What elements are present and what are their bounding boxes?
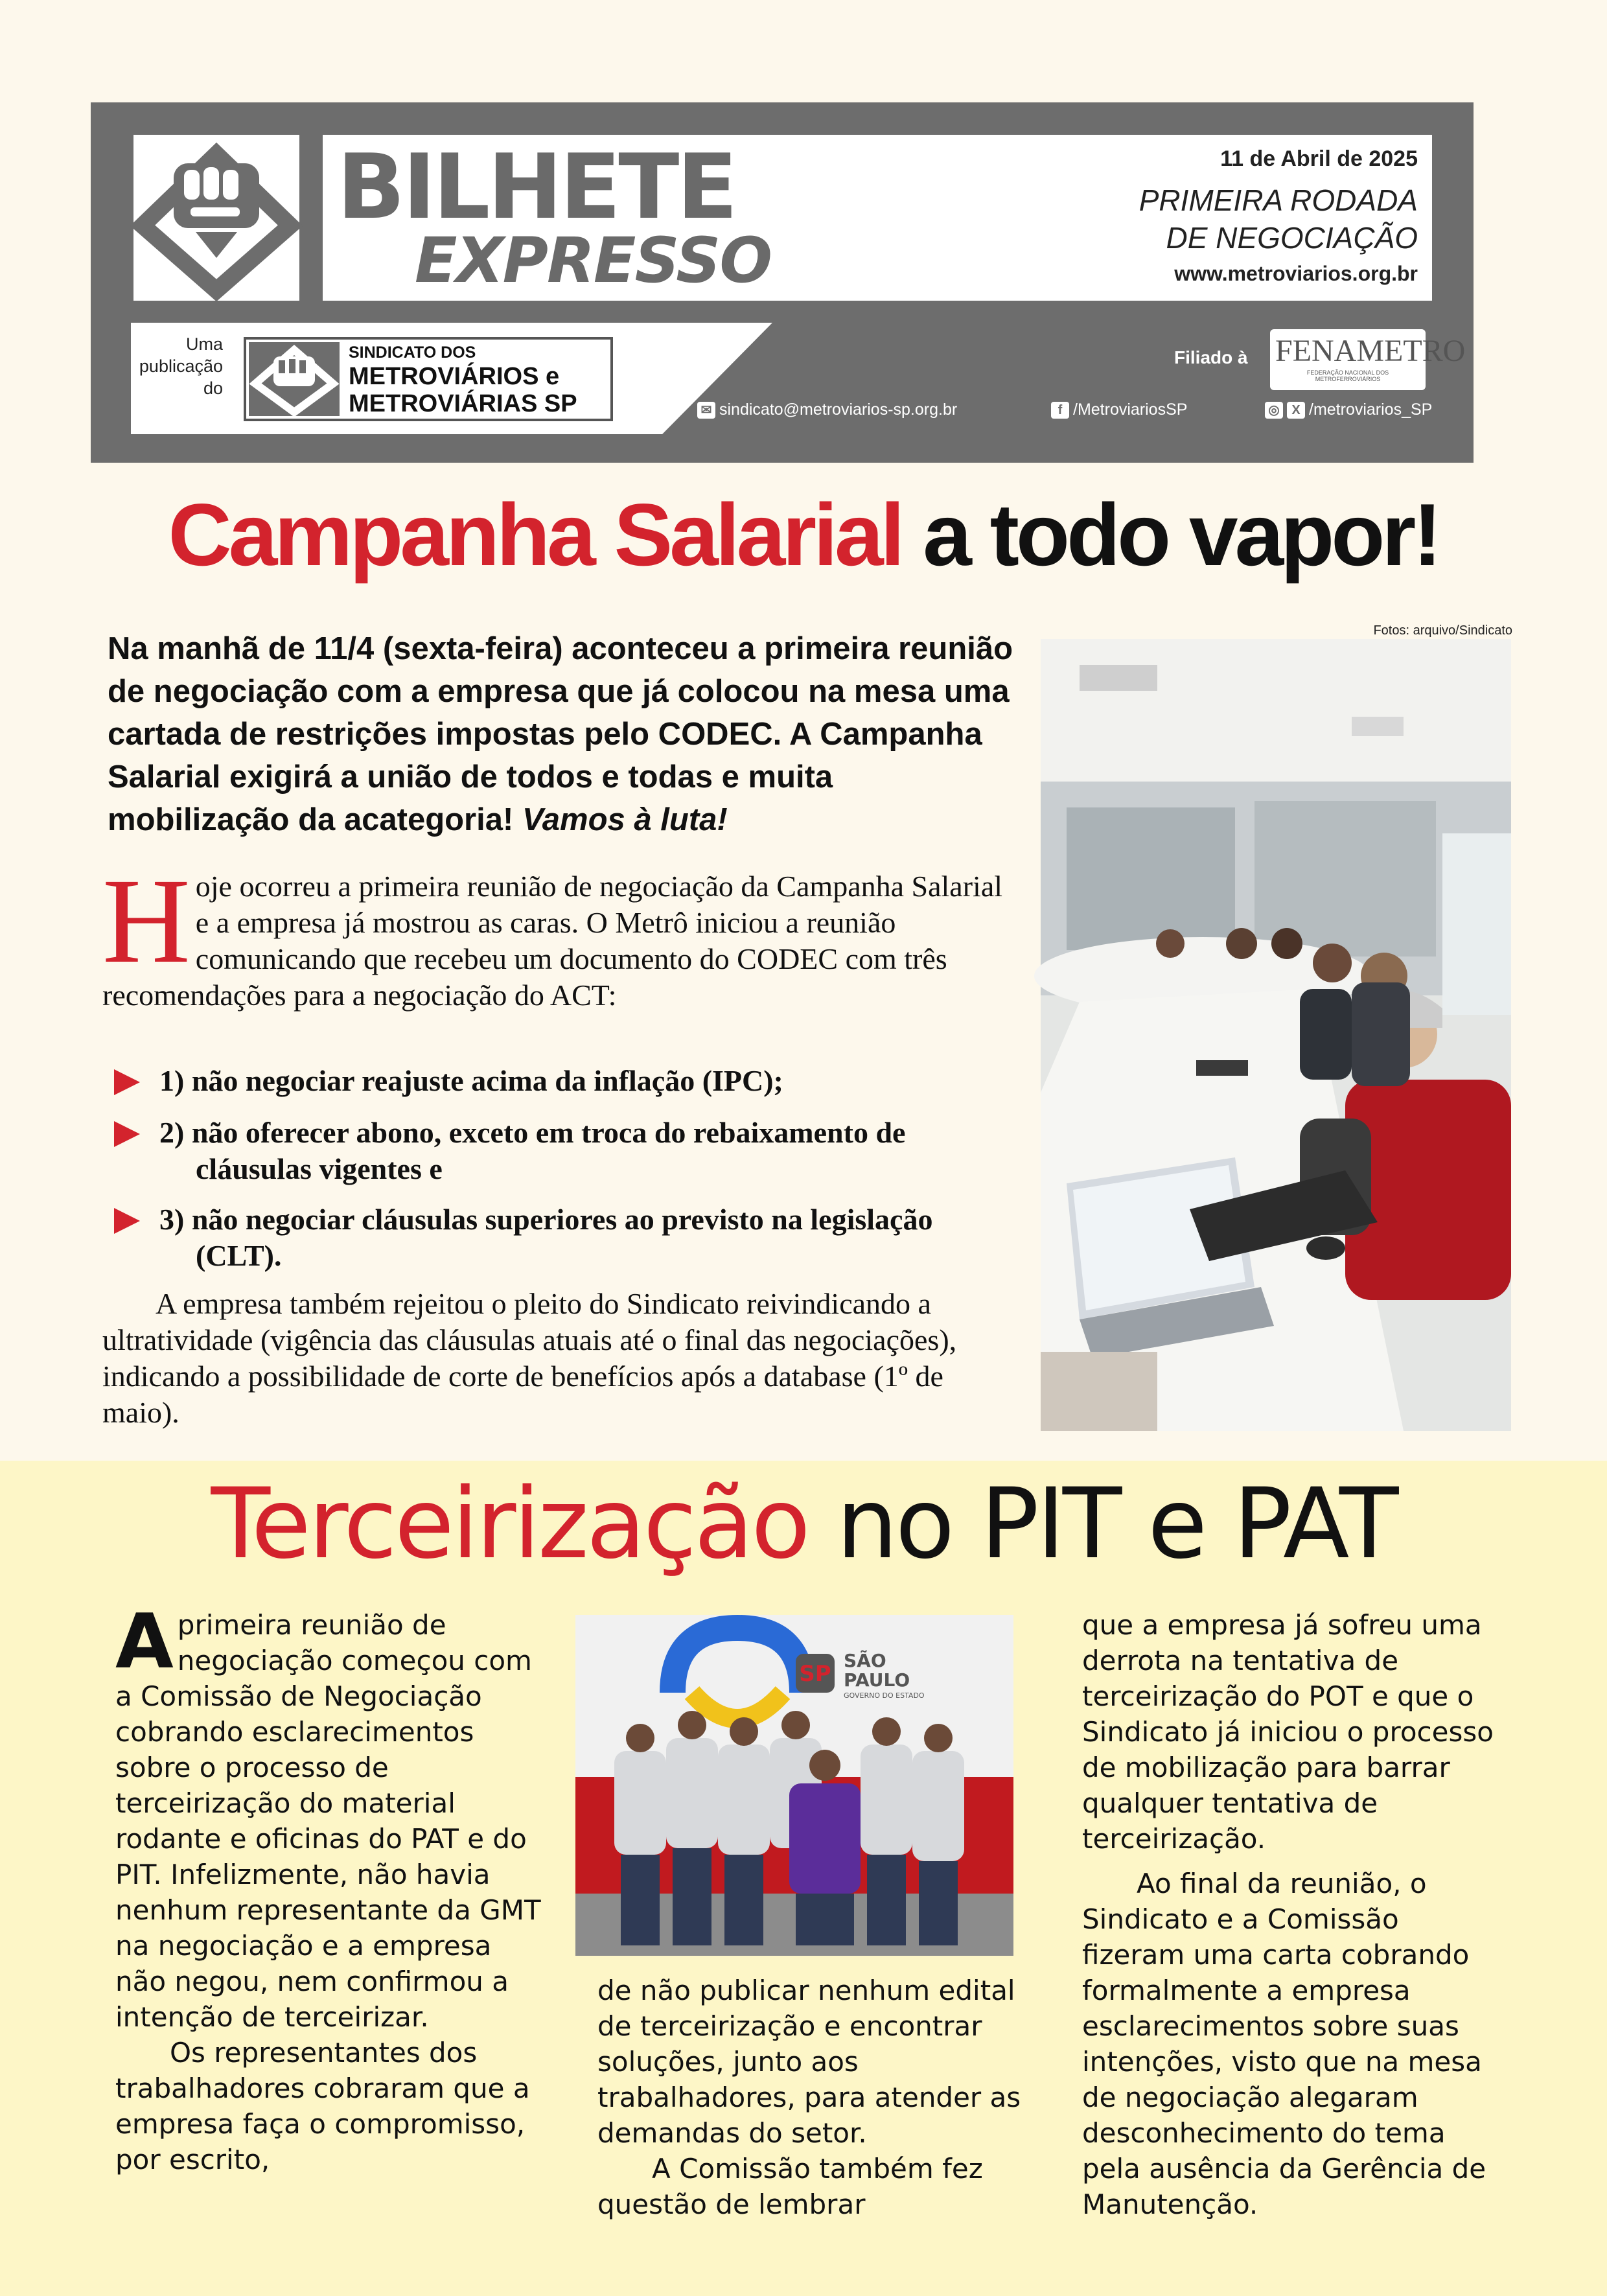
union-badge: [244, 337, 613, 421]
svg-text:SP: SP: [799, 1661, 831, 1687]
email-icon: ✉: [697, 402, 715, 419]
publisher-bar: [131, 323, 1466, 434]
bullet-text-2: 2) não oferecer abono, exceto em troca do rebaixamento de cláusulas vigentes e: [159, 1116, 906, 1185]
bullet-text-1: 1) não negociar reajuste acima da inflação (IPC);: [159, 1064, 783, 1097]
article2-col1-p1: [115, 1598, 543, 2035]
headline-black-part: a todo vapor!: [923, 485, 1439, 584]
headline-red-part: Campanha Salarial: [168, 485, 902, 584]
article2-col2-p2: A Comissão também fez questão de lembrar: [597, 2153, 983, 2220]
photo-sign-line1: SÃO: [844, 1650, 886, 1671]
facebook-icon: f: [1051, 402, 1069, 419]
article1-para2: A empresa também rejeitou o pleito do Sindicato reivindicando a ultratividade (vigência das cláusulas atuais até o final das negociações), indicando a possibilidade de corte de benefícios após a database (1º de maio).: [102, 1287, 957, 1429]
bullet-text-3: 3) não negociar cláusulas superiores ao previsto na legislação (CLT).: [159, 1203, 933, 1272]
website-link[interactable]: www.metroviarios.org.br: [1174, 262, 1418, 285]
headline-campanha: [0, 480, 1607, 590]
article2-col3-p1: que a empresa já sofreu uma derrota na tentativa de terceirização do POT e que o Sindicato já iniciou o processo de mobilização para barrar qualquer tentativa de terceirização.: [1082, 1609, 1494, 1855]
publication-label: Uma publicação do: [139, 334, 223, 398]
article2-col1-p1-text: primeira reunião de negociação começou com a Comissão de Negociação cobrando esclarecimentos sobre o processo de terceirização do material rodante e oficinas do PAT e do PIT. Infelizmente, não havia nenhum representante da GMT na negociação e a empresa não negou, nem confirmou a intenção de terceirizar.: [115, 1609, 541, 2033]
fist-logo-icon: [133, 135, 299, 301]
lead-text: Na manhã de 11/4 (sexta-feira) aconteceu a primeira reunião de negociação com a empresa que já colocou na mesa uma cartada de restrições impostas pelo CODEC. A Campanha Salarial exigirá a união de todos e todas e muita mobilização da acategoria!: [108, 631, 1013, 837]
article2-column1: [115, 1598, 543, 2177]
article2-col2-p1: de não publicar nenhum edital de terceirização e encontrar soluções, junto aos trabalhadores, para atender as demandas do setor.: [597, 1975, 1021, 2149]
edition-title-line1: PRIMEIRA RODADA: [1139, 183, 1418, 217]
newsletter-subtitle: EXPRESSO: [415, 224, 771, 297]
article2-col3-p2: Ao final da reunião, o Sindicato e a Comissão fizeram uma carta cobrando formalmente a empresa esclarecimentos sobre suas intenções, visto que na mesa de negociação alegaram desconhecimento do tema pela ausência da Gerência de Manutenção.: [1082, 1868, 1486, 2220]
social-text: /metroviarios_SP: [1309, 400, 1433, 419]
fenametro-subtitle: FEDERAÇÃO NACIONAL DOS METROFERROVIÁRIOS: [1306, 369, 1389, 382]
union-name-line1: SINDICATO DOS: [349, 343, 476, 362]
facebook-contact[interactable]: [1051, 400, 1187, 419]
union-name-line2: METROVIÁRIOS e: [349, 363, 560, 390]
facebook-text: /MetroviariosSP: [1073, 400, 1188, 419]
dropcap-h: H: [102, 853, 191, 988]
social-contact[interactable]: [1265, 400, 1432, 419]
fenametro-name: FENAMETRO: [1275, 334, 1466, 368]
photo-sign-line3: GOVERNO DO ESTADO: [844, 1691, 925, 1700]
article2-col1-p2: Os representantes dos trabalhadores cobraram que a empresa faça o compromisso, por escrito,: [115, 2037, 530, 2175]
meeting-photo-image: [1041, 639, 1511, 1431]
article2-column3: [1082, 1607, 1510, 2222]
newsletter-title: BILHETE: [337, 135, 735, 239]
article2-column2: [597, 1973, 1025, 2222]
lead-call-to-action: Vamos à luta!: [522, 802, 728, 837]
instagram-icon: ◎: [1265, 402, 1283, 419]
masthead: [91, 102, 1474, 463]
dropcap-a: A: [115, 1598, 174, 1686]
x-icon: X: [1287, 402, 1305, 419]
union-logo: [133, 135, 299, 301]
article1-intro: [102, 853, 1010, 1014]
title-panel: [323, 135, 1432, 301]
email-text: sindicato@metroviarios-sp.org.br: [719, 400, 958, 419]
photo-credit: Fotos: arquivo/Sindicato: [1373, 623, 1512, 638]
headline2-black-part: no PIT e PAT: [836, 1468, 1396, 1581]
red-triangle-icon: [114, 1208, 140, 1234]
meeting-photo: [1041, 639, 1511, 1431]
group-photo-image: [575, 1615, 1013, 1956]
email-contact[interactable]: [697, 400, 957, 419]
red-triangle-icon: [114, 1069, 140, 1095]
article1-para1: oje ocorreu a primeira reunião de negociação da Campanha Salarial e a empresa já mostrou as caras. O Metrô iniciou a reunião comunicando que recebeu um documento do CODEC com três recomendações para a negociação do ACT:: [102, 870, 1003, 1012]
union-small-logo: [249, 342, 340, 416]
issue-date: 11 de Abril de 2025: [1220, 146, 1418, 171]
edition-title-line2: DE NEGOCIAÇÃO: [1166, 221, 1418, 255]
lead-paragraph: [108, 627, 1015, 841]
headline2-red-part: Terceirização: [211, 1468, 808, 1581]
red-triangle-icon: [114, 1121, 140, 1147]
fist-small-icon: [249, 342, 340, 416]
photo-sign-line2: PAULO: [844, 1669, 910, 1691]
union-name-line3: METROVIÁRIAS SP: [349, 390, 577, 417]
fenametro-logo: [1270, 329, 1466, 390]
affiliation-label: Filiado à: [1174, 347, 1248, 367]
group-photo: [575, 1615, 1013, 1956]
headline-terceirizacao: [0, 1466, 1607, 1583]
